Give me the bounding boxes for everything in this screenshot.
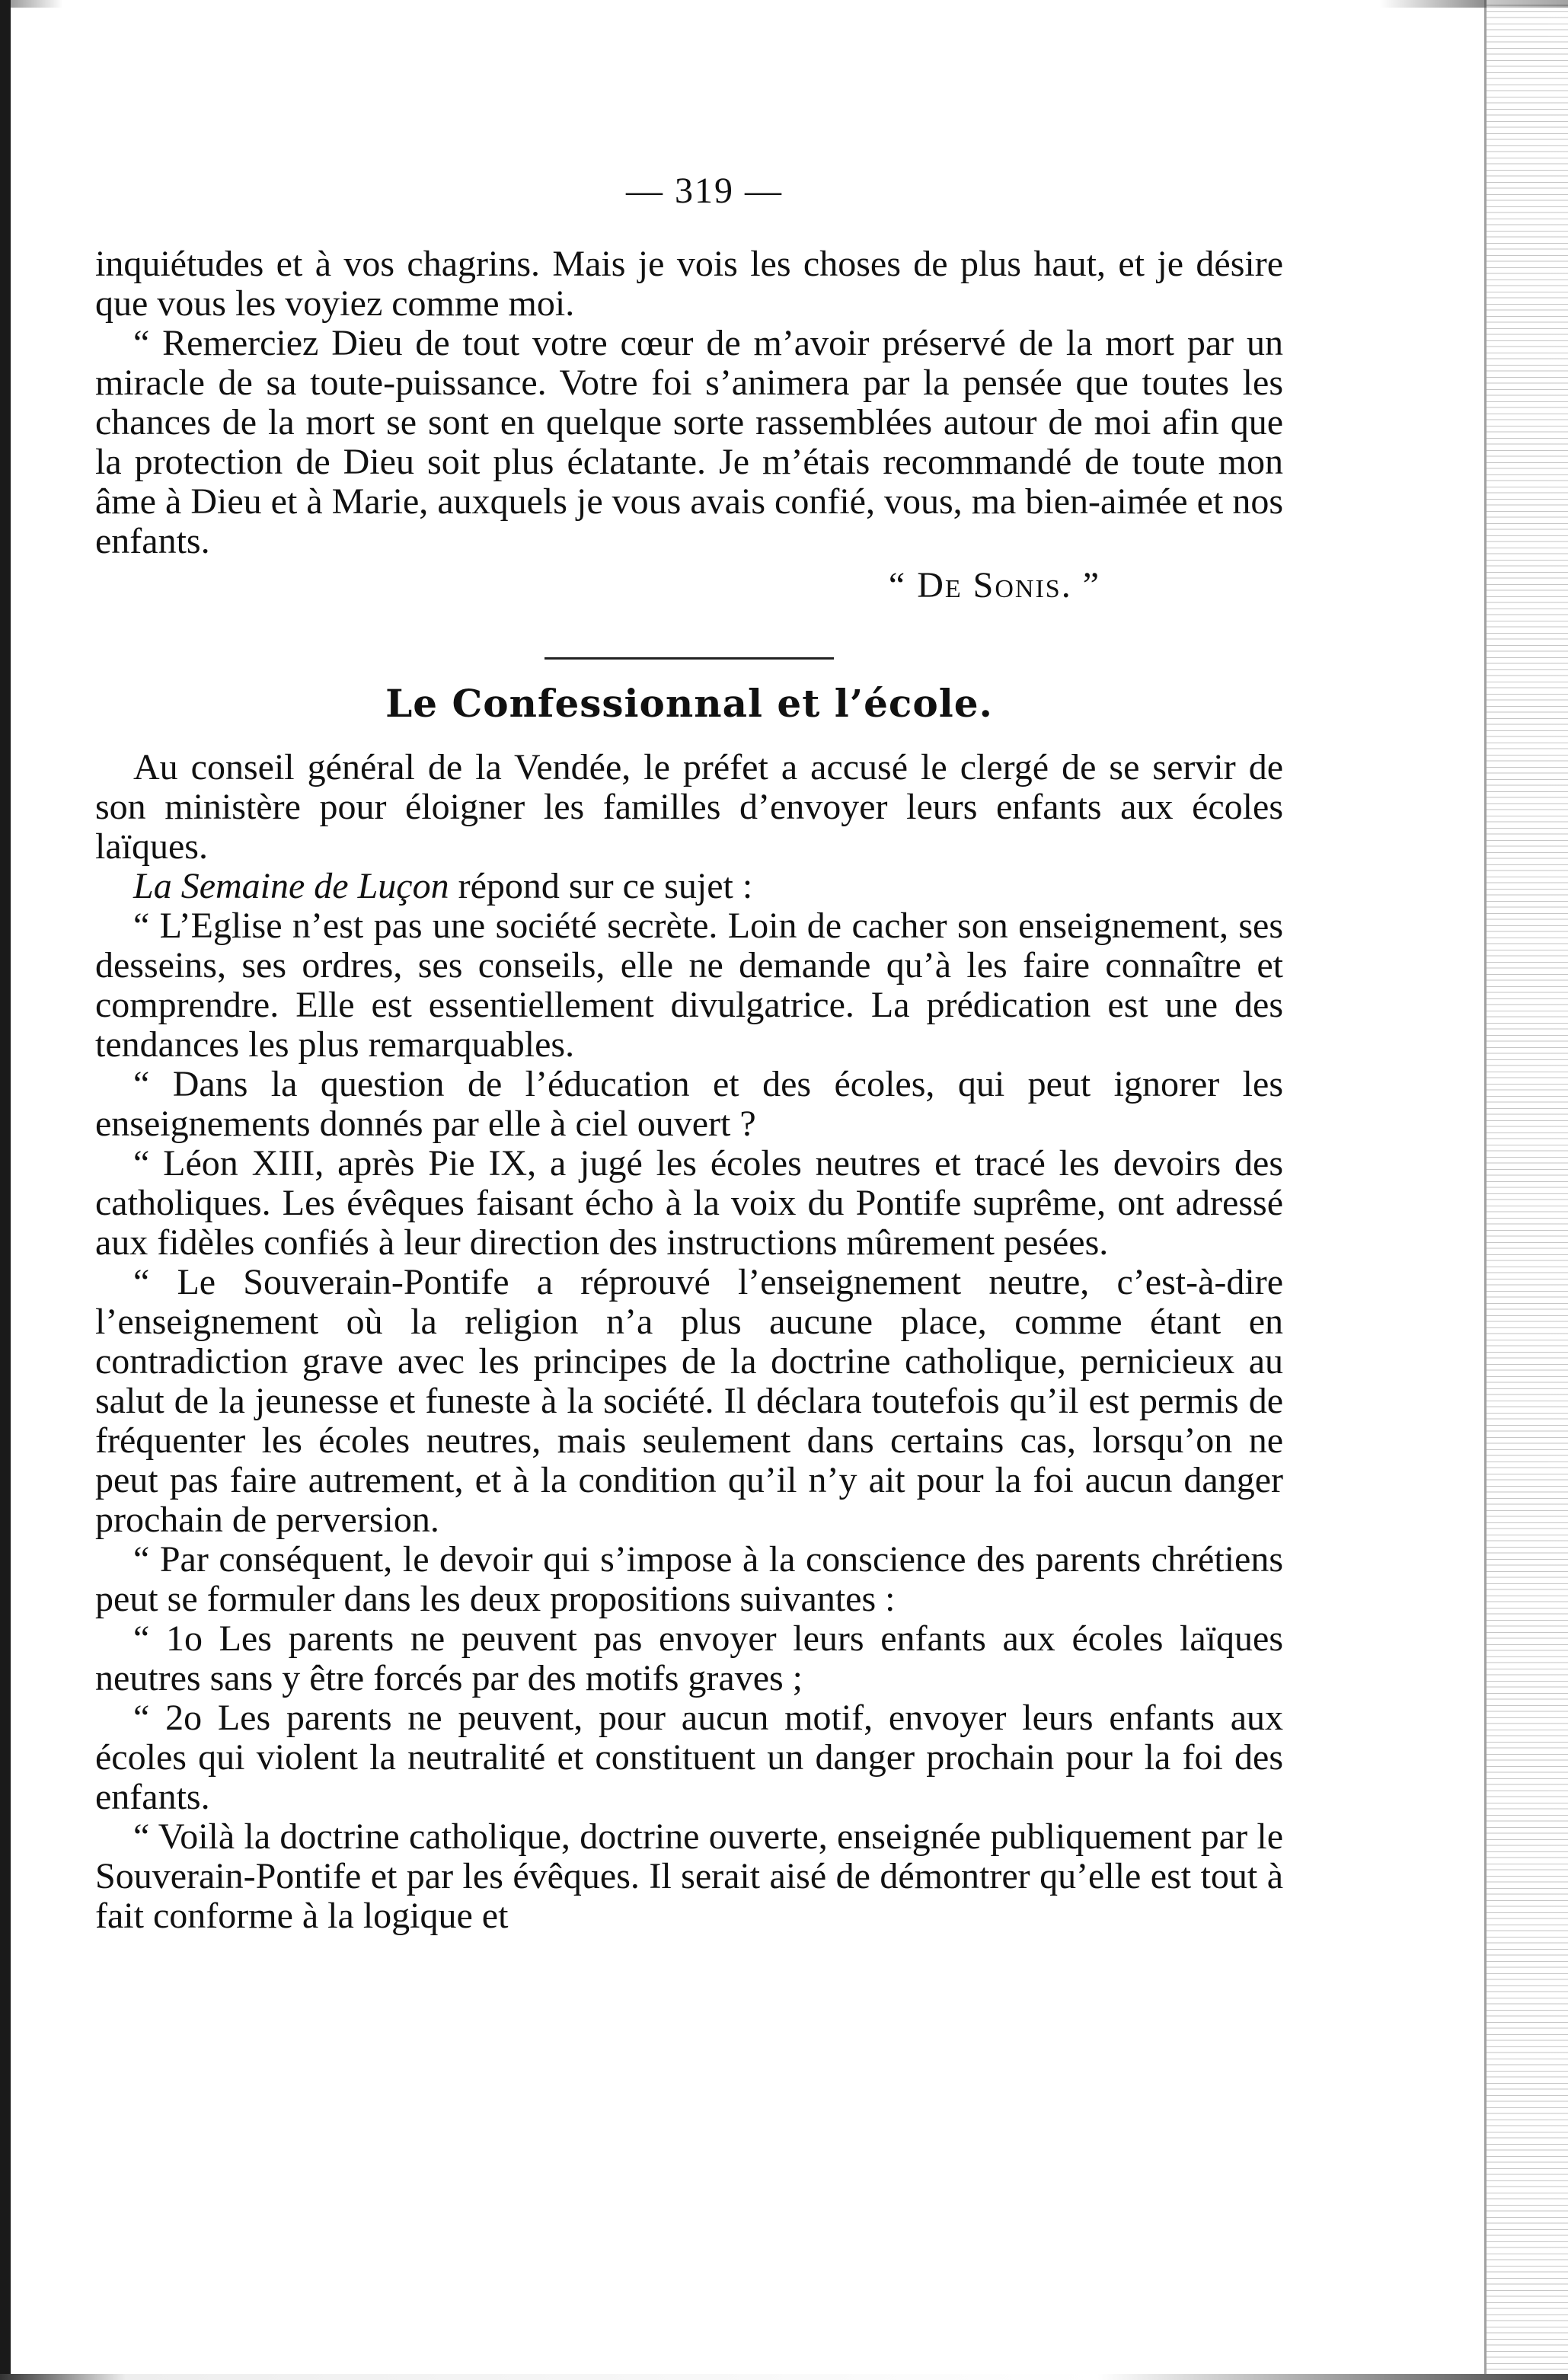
- proposition-1: “ 1o Les parents ne peuvent pas envoyer leurs enfants aux écoles laïques neutres sans y être forcés par des motifs graves ;: [95, 1618, 1283, 1698]
- continued-paragraph: inquiétudes et à vos chagrins. Mais je vois les choses de plus haut, et je désire que vous les voyiez comme moi.: [95, 244, 1283, 324]
- scan-edge-top: [0, 0, 1568, 8]
- body-paragraph: “ Dans la question de l’éducation et des écoles, qui peut ignorer les enseignements donnés par elle à ciel ouvert ?: [95, 1064, 1283, 1144]
- letter-signature: “ De Sonis. ”: [888, 565, 1100, 605]
- proposition-2: “ 2o Les parents ne peuvent, pour aucun motif, envoyer leurs enfants aux écoles qui violent la neutralité et constituent un danger prochain pour la foi des enfants.: [95, 1698, 1283, 1817]
- body-paragraph: “ Voilà la doctrine catholique, doctrine ouverte, enseignée publiquement par le Souverain-Pontife et par les évêques. Il serait aisé de démontrer qu’elle est tout à fait conforme à la logique et: [95, 1816, 1283, 1936]
- section-intro: Au conseil général de la Vendée, le préfet a accusé le clergé de se servir de son ministère pour éloigner les familles d’envoyer leurs enfants aux écoles laïques.: [95, 747, 1283, 867]
- body-paragraph: “ L’Eglise n’est pas une société secrète. Loin de cacher son enseignement, ses desseins, ses ordres, ses conseils, elle ne demande qu’à les faire connaître et comprendre. Elle est essentiellement divulgatrice. La prédication est une des tendances les plus remarquables.: [95, 906, 1283, 1065]
- source-line-rest: répond sur ce sujet :: [449, 866, 753, 906]
- source-title: La Semaine de Luçon: [133, 866, 449, 906]
- letter-paragraph: “ Remerciez Dieu de tout votre cœur de m’avoir préservé de la mort par un miracle de sa toute-puissance. Votre foi s’animera par la pensée que toutes les chances de la mort se sont en quelque sorte rassemblées autour de moi afin que la protection de Dieu soit plus éclatante. Je m’étais recommandé de toute mon âme à Dieu et à Marie, auxquels je vous avais confié, vous, ma bien-aimée et nos enfants.: [95, 323, 1283, 561]
- scan-edge-bottom: [0, 2374, 1568, 2380]
- body-paragraph: “ Par conséquent, le devoir qui s’impose à la conscience des parents chrétiens peut se formuler dans les deux propositions suivantes :: [95, 1539, 1283, 1619]
- source-line: [95, 867, 1283, 906]
- section-divider: [544, 657, 834, 660]
- body-paragraph: “ Léon XIII, après Pie IX, a jugé les écoles neutres et tracé les devoirs des catholiques. Les évêques faisant écho à la voix du Pontife suprême, ont adressé aux fidèles confiés à leur direction des instructions mûrement pesées.: [95, 1143, 1283, 1263]
- page-body: [95, 171, 1283, 1936]
- scan-edge-right: [1484, 0, 1568, 2380]
- page-number: — 319 —: [626, 171, 783, 211]
- section-title: Le Confessionnal et l’école.: [385, 681, 993, 726]
- scan-edge-left: [0, 0, 11, 2380]
- body-paragraph: “ Le Souverain-Pontife a réprouvé l’enseignement neutre, c’est-à-dire l’enseignement où la religion n’a plus aucune place, comme étant en contradiction grave avec les principes de la doctrine catholique, pernicieux au salut de la jeunesse et funeste à la société. Il déclara toutefois qu’il est permis de fréquenter les écoles neutres, mais seulement dans certains cas, lorsqu’on ne peut pas faire autrement, et à la condition qu’il n’y ait pour la foi aucun danger prochain de perversion.: [95, 1262, 1283, 1540]
